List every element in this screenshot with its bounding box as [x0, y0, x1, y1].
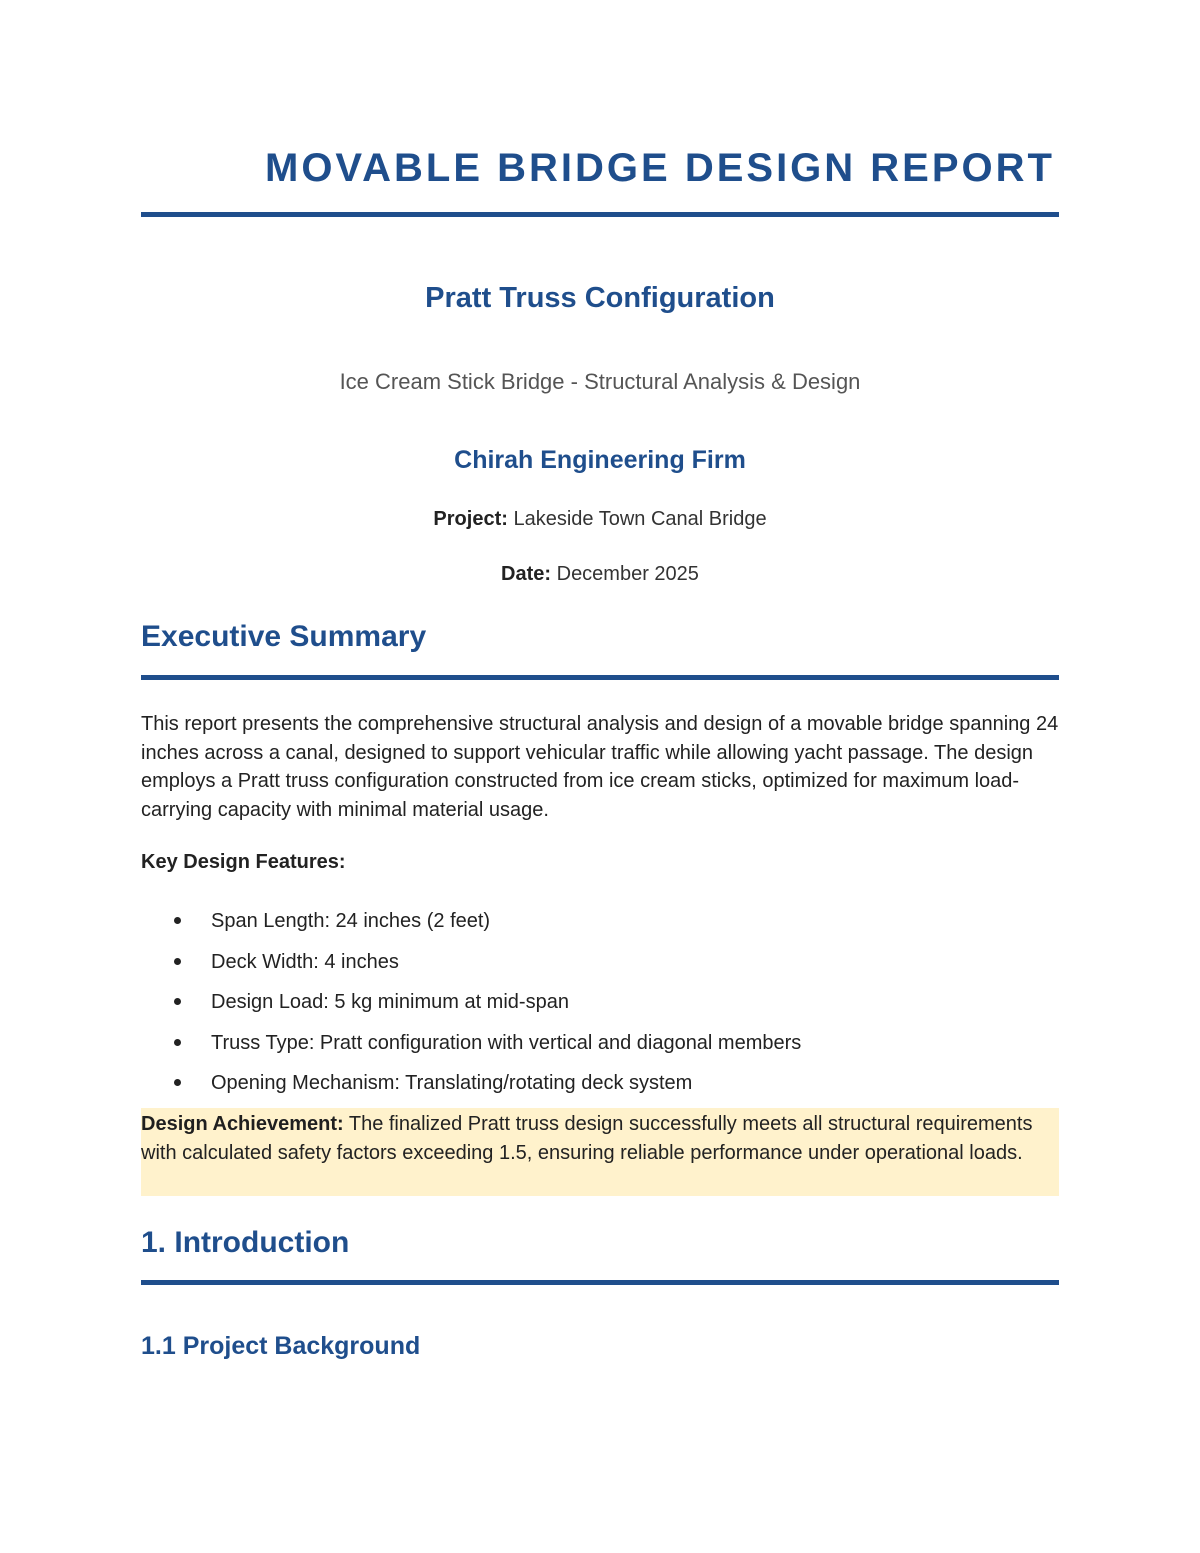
report-tagline: Ice Cream Stick Bridge - Structural Analysis & Design: [339, 369, 861, 394]
feature-text: Opening Mechanism: Translating/rotating deck system: [211, 1072, 693, 1094]
bullet-icon: [174, 958, 181, 965]
bullet-icon: [174, 998, 181, 1005]
report-title: MOVABLE BRIDGE DESIGN REPORT: [265, 146, 1055, 190]
executive-summary-divider: [141, 675, 1059, 680]
date-label: Date:: [501, 563, 552, 585]
list-item: [141, 907, 1059, 948]
date-line: [141, 563, 1059, 586]
callout-label: Design Achievement:: [141, 1113, 344, 1135]
feature-text: Design Load: 5 kg minimum at mid-span: [211, 991, 569, 1013]
design-achievement-callout: [141, 1108, 1059, 1196]
feature-text: Truss Type: Pratt configuration with vertical and diagonal members: [211, 1031, 802, 1054]
bullet-icon: [174, 917, 181, 924]
feature-text: Deck Width: 4 inches: [211, 950, 399, 973]
project-label: Project:: [433, 508, 508, 530]
list-item: [141, 1029, 1059, 1070]
firm-name: Chirah Engineering Firm: [454, 446, 746, 474]
executive-summary-paragraph: This report presents the comprehensive structural analysis and design of a movable bridge spanning 24 inches across a canal, designed to support vehicular traffic while allowing yacht passage. The design employs a Pratt truss configuration constructed from ice cream sticks, optimized for maximum load-carrying capacity with minimal material usage.: [141, 713, 1059, 821]
project-value: Lakeside Town Canal Bridge: [507, 508, 767, 530]
list-item: [141, 988, 1059, 1029]
key-features-heading: Key Design Features:: [141, 851, 346, 873]
project-background-heading: 1.1 Project Background: [141, 1332, 421, 1360]
project-line: [141, 508, 1059, 531]
list-item: [141, 948, 1059, 989]
title-divider: [141, 212, 1059, 217]
bullet-icon: [174, 1039, 181, 1046]
callout-text: The finalized Pratt truss design successfully meets all structural requirements with calculated safety factors exceeding 1.5, ensuring reliable performance under operational loads.: [141, 1113, 1033, 1164]
key-features-list: [141, 907, 1059, 1110]
introduction-heading: 1. Introduction: [141, 1226, 350, 1259]
feature-text: Span Length: 24 inches (2 feet): [211, 910, 491, 932]
report-subtitle: Pratt Truss Configuration: [425, 282, 775, 314]
bullet-icon: [174, 1079, 181, 1086]
date-value: December 2025: [551, 563, 699, 585]
executive-summary-heading: Executive Summary: [141, 620, 427, 653]
list-item: [141, 1069, 1059, 1110]
introduction-divider: [141, 1280, 1059, 1285]
